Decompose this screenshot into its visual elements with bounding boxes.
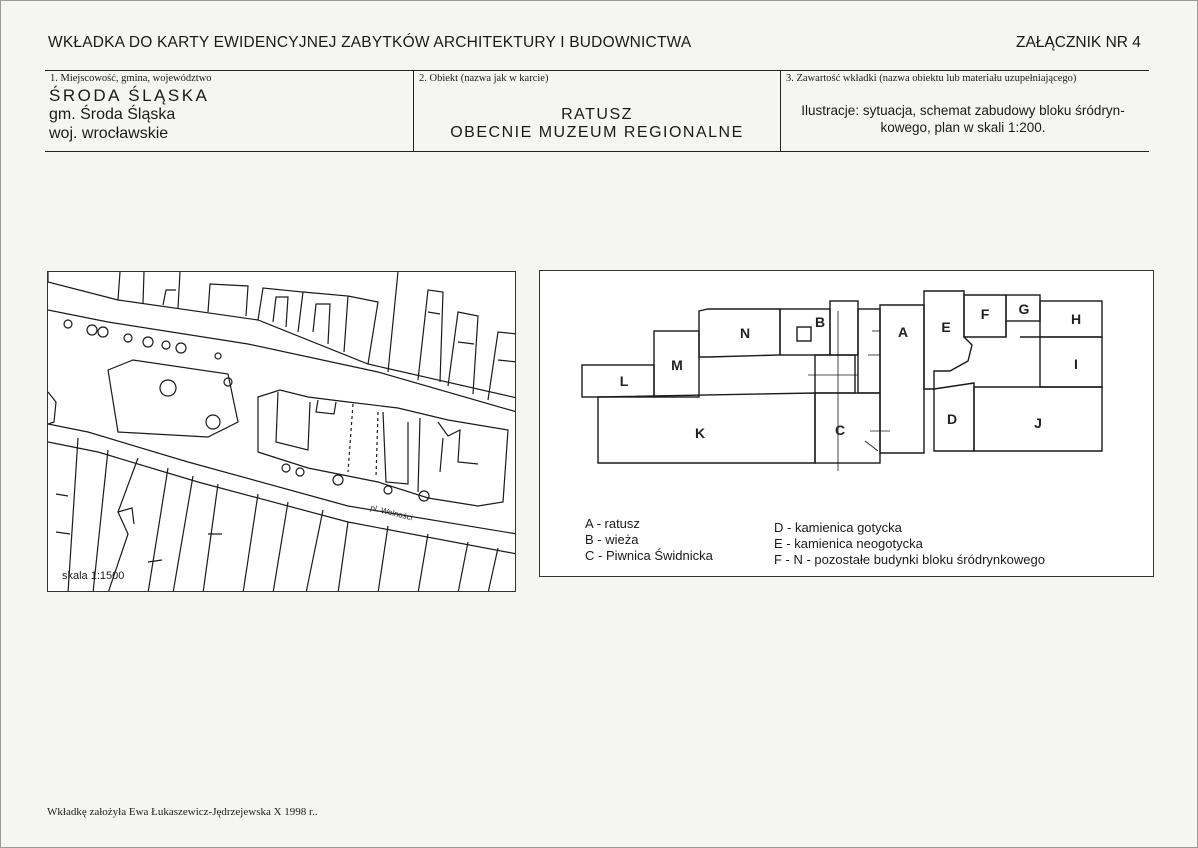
building-label-a: A — [897, 324, 909, 340]
voivodeship-name: woj. wrocławskie — [49, 125, 169, 142]
legend-f-n: F - N - pozostałe budynki bloku śródrynkowego — [774, 552, 1045, 567]
page-title: WKŁADKA DO KARTY EWIDENCYJNEJ ZABYTKÓW ARCHITEKTURY I BUDOWNICTWA — [48, 34, 692, 51]
annex-number: ZAŁĄCZNIK NR 4 — [1016, 34, 1141, 51]
location-cell — [45, 71, 414, 151]
street-label: pl. Wolności — [369, 503, 414, 523]
contents-text: Ilustracje: sytuacja, schemat zabudowy bloku śródryn-kowego, plan w skali 1:200. — [801, 103, 1125, 135]
gmina-name: gm. Środa Śląska — [49, 106, 176, 123]
contents-cell — [781, 71, 1149, 151]
location-label: 1. Miejscowość, gmina, województwo — [50, 73, 212, 84]
building-label-l: L — [619, 373, 629, 389]
legend-e: E - kamienica neogotycka — [774, 536, 923, 551]
site-map-drawing — [48, 272, 516, 592]
building-label-m: M — [671, 357, 683, 373]
object-label: 2. Obiekt (nazwa jak w karcie) — [419, 73, 549, 84]
form-table — [45, 70, 1149, 152]
building-label-f: F — [980, 306, 990, 322]
block-plan — [539, 270, 1154, 577]
object-cell — [414, 71, 781, 151]
object-name: RATUSZ — [561, 106, 633, 123]
building-label-g: G — [1018, 301, 1030, 317]
building-label-c: C — [834, 422, 846, 438]
author-note: Wkładkę założyła Ewa Łukaszewicz-Jędrzejewska X 1998 r.. — [47, 806, 318, 818]
building-label-j: J — [1034, 415, 1042, 431]
building-label-k: K — [694, 425, 706, 441]
map-scale: skala 1:1500 — [62, 570, 125, 582]
block-plan-drawing — [540, 271, 1154, 491]
legend-d: D - kamienica gotycka — [774, 520, 902, 535]
building-label-i: I — [1074, 356, 1078, 372]
building-label-b: B — [814, 314, 826, 330]
building-label-e: E — [941, 319, 951, 335]
building-label-h: H — [1070, 311, 1082, 327]
contents-label: 3. Zawartość wkładki (nazwa obiektu lub materiału uzupełniającego) — [786, 73, 1077, 84]
legend-a: A - ratusz — [585, 516, 640, 531]
building-label-n: N — [739, 325, 751, 341]
site-map — [47, 271, 516, 592]
legend-c: C - Piwnica Świdnicka — [585, 548, 713, 563]
legend-b: B - wieża — [585, 532, 639, 547]
object-current-use: OBECNIE MUZEUM REGIONALNE — [450, 124, 744, 141]
building-label-d: D — [946, 411, 958, 427]
place-name: ŚRODA ŚLĄSKA — [49, 86, 210, 105]
